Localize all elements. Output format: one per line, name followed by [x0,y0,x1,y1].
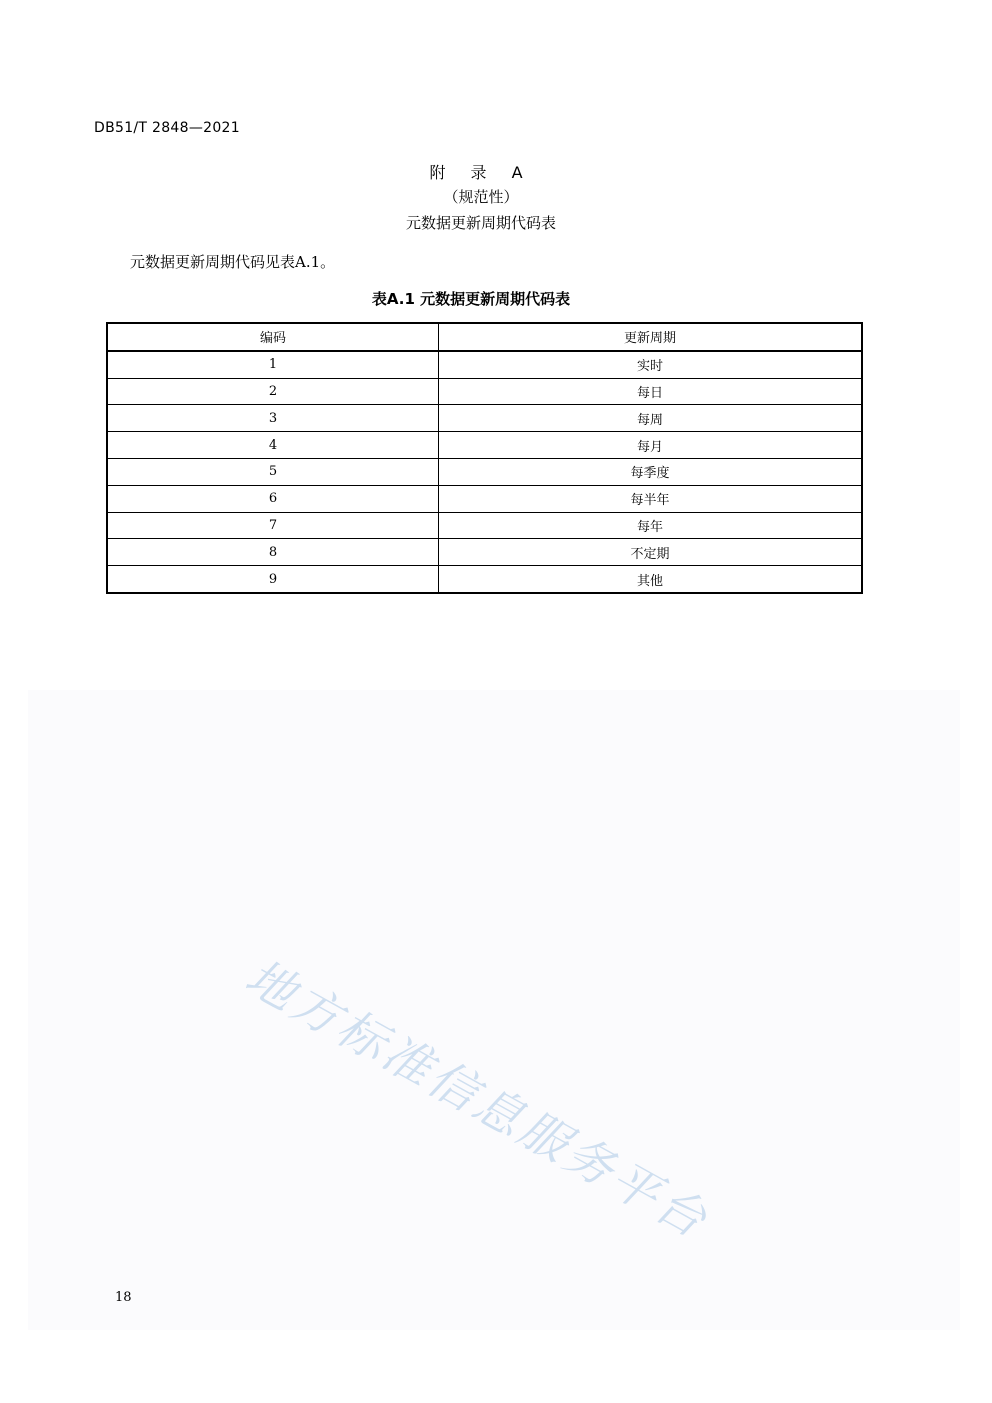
code-cell: 5 [107,458,439,485]
cycle-cell: 每月 [439,432,863,459]
document-code: DB51/T 2848—2021 [94,120,240,136]
code-cell: 3 [107,405,439,432]
code-cell: 2 [107,378,439,405]
table-row [107,566,862,593]
header-code: 编码 [107,323,439,351]
intro-paragraph: 元数据更新周期代码见表A.1。 [130,253,336,271]
cycle-cell: 不定期 [439,539,863,566]
table-caption: 表A.1 元数据更新周期代码表 [371,290,571,308]
table-row [107,378,862,405]
appendix-title: 附 录 A [429,163,533,182]
code-cell: 1 [107,351,439,378]
table-row [107,432,862,459]
header-update-cycle: 更新周期 [439,323,863,351]
cycle-cell: 每日 [439,378,863,405]
code-cell: 8 [107,539,439,566]
cycle-cell: 其他 [439,566,863,593]
code-cell: 4 [107,432,439,459]
cycle-cell: 每半年 [439,485,863,512]
table-row [107,512,862,539]
cycle-cell: 实时 [439,351,863,378]
cycle-cell: 每周 [439,405,863,432]
table-header-row [107,323,862,351]
cycle-cell: 每季度 [439,458,863,485]
page-background-shade [28,690,960,1330]
table-row [107,405,862,432]
table-row [107,351,862,378]
appendix-type: （规范性） [443,188,519,206]
code-cell: 7 [107,512,439,539]
table-row [107,485,862,512]
code-cell: 9 [107,566,439,593]
appendix-name: 元数据更新周期代码表 [405,214,556,232]
watermark: 地方标准信息服务平台 [236,948,719,1251]
table-row [107,458,862,485]
page-number: 18 [115,1290,132,1305]
update-cycle-code-table [106,322,863,594]
code-cell: 6 [107,485,439,512]
table-row [107,539,862,566]
cycle-cell: 每年 [439,512,863,539]
